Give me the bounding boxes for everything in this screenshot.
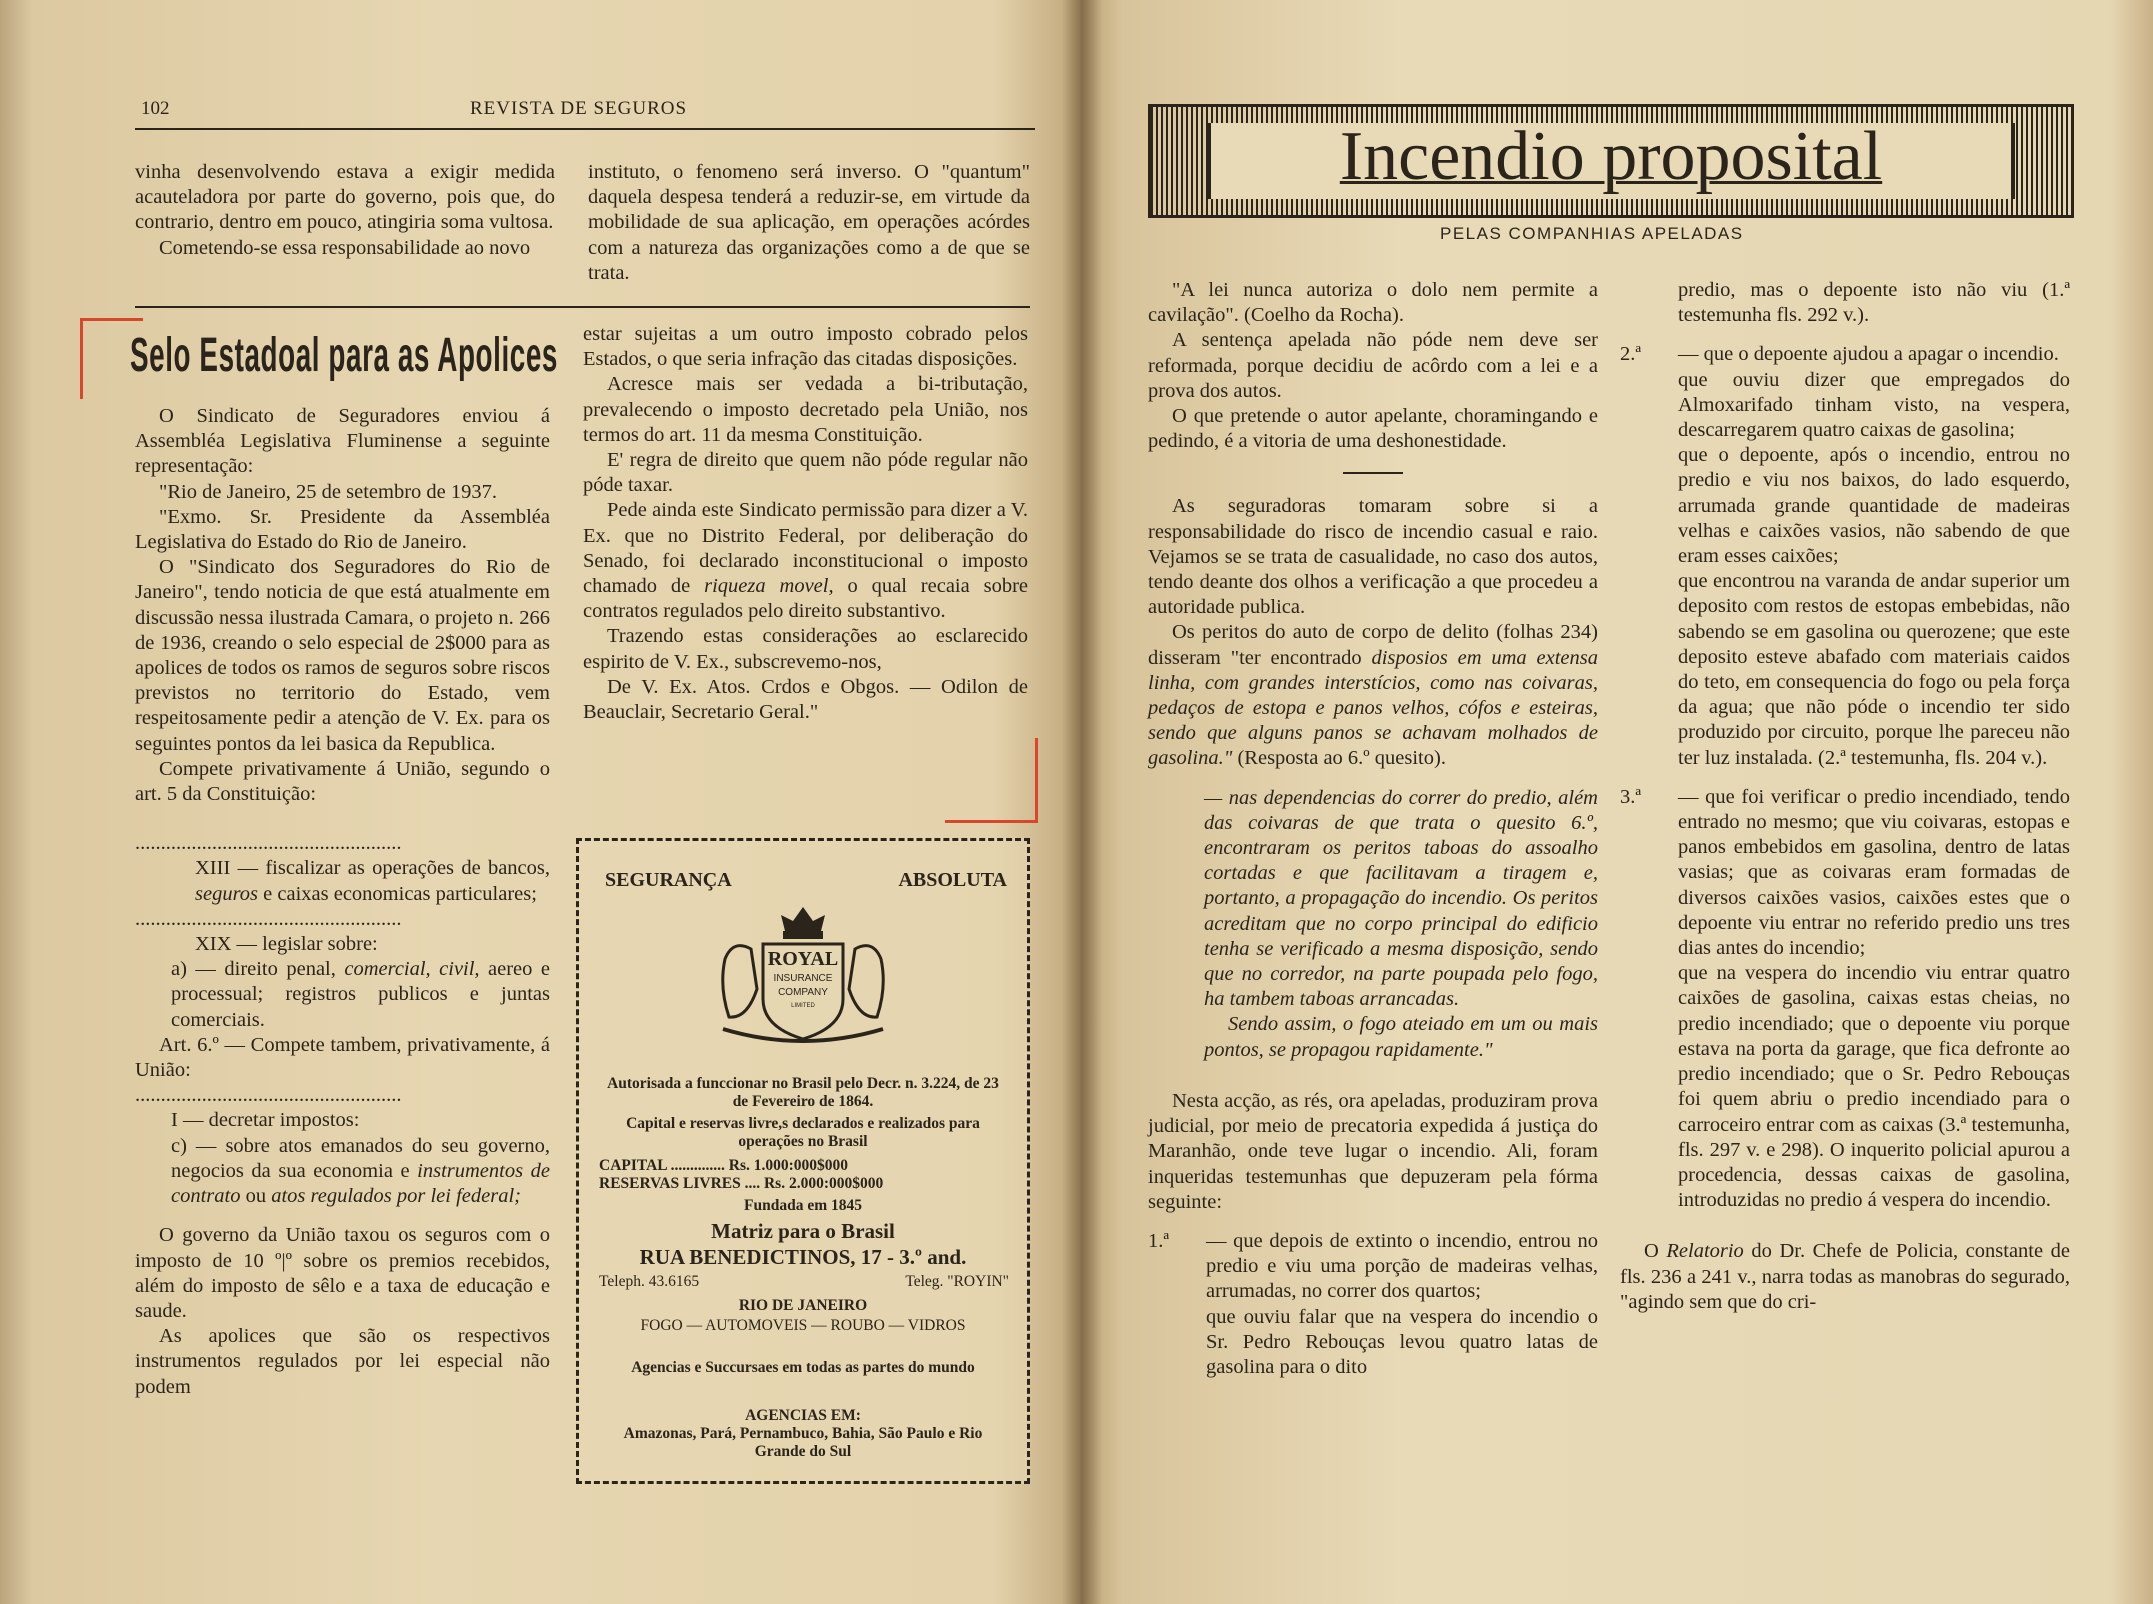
title-box	[1148, 104, 2074, 218]
c-text: c) — sobre atos emanados do seu governo, negocios da sua economia e	[171, 1134, 550, 1182]
paragraph	[1148, 620, 1598, 771]
ad-phone: Teleph. 43.6165	[599, 1273, 700, 1290]
ellipsis-line: ....................................................	[135, 832, 402, 855]
paragraph: que na vespera do incendio viu entrar quatro caixões de gasolina, caixas estas cheias, no predio incendiado; que o depoente viu porque estava na porta da garage, que fica defronte ao predio incendiado; que o Sr. Pedro Rebouças foi quem abriu o predio incendiado para o carroceiro entrar com as caixas (3.ª testemunha, fls. 297 v. e 298). O inquerito policial apurou a procedencia, dessas caixas de gasolina, introduzidas no predio á vespera do incendio.	[1678, 962, 2070, 1212]
testimony-2	[1620, 342, 2070, 367]
ad-address: RUA BENEDICTINOS, 17 - 3.º and.	[639, 1245, 967, 1269]
ad-lines-of-business: FOGO — AUTOMOVEIS — ROUBO — VIDROS	[640, 1317, 966, 1334]
running-title: REVISTA DE SEGUROS	[470, 98, 688, 119]
paragraph: De V. Ex. Atos. Crdos e Obgos. — Odilon de Beauclair, Secretario Geral."	[583, 675, 1028, 724]
paragraph: As seguradoras tomaram sobre si a responsabilidade do risco de incendio casual e raio. Vejamos se se trata de casualidade, no caso dos autos, tendo deante dos olhos a verificação a que procedeu a autoridade publica.	[1148, 495, 1598, 619]
paragraph: E' regra de direito que quem não póde regular não póde taxar.	[583, 449, 1028, 497]
paragraph: que o depoente, após o incendio, entrou no predio e viu nos baixos, do lado esquerdo, arrumada grande quantidade de madeiras velhas e caixões vasios, não sabendo de que eram esses caixões;	[1678, 444, 2070, 568]
ad-heading-right: ABSOLUTA	[898, 869, 1007, 891]
ad-capital: CAPITAL .............. Rs. 1.000:000$000	[599, 1157, 849, 1174]
paragraph	[583, 498, 1028, 624]
paragraph: A sentença apelada não póde nem deve ser reformada, porque decidiu de acôrdo com a lei e a prova dos autos.	[1148, 329, 1598, 402]
ad-line: Capital e reservas livre,s declarados e realizados para operações no Brasil	[626, 1115, 980, 1150]
paragraph: "A lei nunca autoriza o dolo nem permite a cavilação". (Coelho da Rocha).	[1148, 279, 1598, 327]
paragraph	[1620, 1239, 2070, 1315]
book-gutter	[1062, 0, 1102, 1604]
running-header	[135, 98, 1035, 130]
text: O	[1644, 1240, 1667, 1263]
paragraph: Compete privativamente á União, segundo o art. 5 da Constituição:	[135, 757, 550, 806]
paragraph: predio, mas o depoente isto não viu (1.ª testemunha fls. 292 v.).	[1678, 279, 2070, 327]
item-label: 2.ª	[1620, 343, 1642, 366]
right-page	[1080, 0, 2153, 1604]
crest-word: LIMITED	[791, 1003, 815, 1009]
paragraph: que encontrou na varanda de andar superior um deposito com restos de estopas embebidas, não sabendo se em gasolina ou querozene; que este deposito esteve abafado com materiais caidos do teto, em consequencia do fogo ou pela força da agua; que não póde o incendio ter sido produzido por circuito, porque lhe pareceu não ter luz instalada. (2.ª testemunha, fls. 204 v.).	[1678, 570, 2070, 769]
article-column-2	[583, 322, 1028, 725]
right-column-2	[1620, 278, 2070, 1315]
text: — que o depoente ajudou a apagar o incendio.	[1678, 343, 2059, 366]
paragraph: estar sujeitas a um outro imposto cobrado pelos Estados, o que seria infração das citadas disposições.	[583, 323, 1028, 371]
page-number: 102	[141, 98, 170, 119]
quote-paragraph: Sendo assim, o fogo ateiado em um ou mais pontos, se propagou rapidamente."	[1204, 1013, 1598, 1061]
ad-matriz: Matriz para o Brasil	[711, 1219, 895, 1243]
ad-reservas: RESERVAS LIVRES .... Rs. 2.000:000$000	[599, 1175, 884, 1192]
xiii-italic: seguros	[195, 882, 259, 905]
paragraph-xix: XIX — legislar sobre:	[195, 933, 378, 956]
italic-text: riqueza movel,	[704, 575, 834, 598]
xix-text: a) — direito penal,	[171, 958, 345, 981]
title-box-inner	[1207, 118, 2015, 199]
crest-word: ROYAL	[767, 948, 839, 970]
c-italic: atos regulados por lei federal;	[271, 1185, 521, 1208]
text: Os peritos do auto de corpo de delito (folhas 234) disseram "ter encontrado	[1148, 621, 1598, 669]
italic-text: Relatorio	[1666, 1240, 1744, 1263]
short-divider	[1343, 472, 1403, 474]
italic-text: disposios em uma extensa linha, com grandes interstícios, como nas coivaras, pedaços de estopa e panos velhos, cófos e esteiras, sendo que alguns panos se achavam molhados de gasolina."	[1148, 646, 1598, 770]
article-subtitle: PELAS COMPANHIAS APELADAS	[1440, 224, 1744, 243]
ellipsis-line: ....................................................	[135, 907, 402, 930]
ad-fundada: Fundada em 1845	[744, 1197, 862, 1214]
paragraph: O governo da União taxou os seguros com o imposto de 10 º|º sobre os premios recebidos, além do imposto de sêlo e a taxa de educação e saude.	[135, 1224, 550, 1322]
paragraph: Trazendo estas considerações ao esclarecido espirito de V. Ex., subscrevemo-nos,	[583, 625, 1028, 673]
item-label: 3.ª	[1620, 785, 1642, 808]
paragraph: vinha desenvolvendo estava a exigir medida acauteladora por parte do governo, pois que, do contrario, dentro em pouco, atingiria soma vultosa.	[135, 161, 555, 234]
article-headline: Selo Estadoal para as Apolices	[130, 329, 558, 382]
paragraph: instituto, o fenomeno será inverso. O "quantum" daquela despesa tenderá a reduzir-se, em virtude da mobilidade de sua aplicação, em operações acórdes com a natureza das organizações como a de que se trata.	[588, 161, 1030, 284]
paragraph: "Rio de Janeiro, 25 de setembro de 1937.	[159, 480, 497, 503]
paragraph: "Exmo. Sr. Presidente da Assembléa Legislativa do Estado do Rio de Janeiro.	[135, 505, 550, 554]
right-column-1	[1148, 278, 1598, 1380]
item-label: 1.ª	[1148, 1229, 1170, 1252]
ad-city: RIO DE JANEIRO	[738, 1297, 868, 1314]
top-column-1	[135, 160, 555, 261]
crest-word: COMPANY	[778, 987, 828, 998]
paragraph: Nesta acção, as rés, ora apeladas, produziram prova judicial, por meio de precatoria expedida á justiça do Maranhão, onde teve lugar o incendio. Ali, foram inqueridas testemunhas que depuzeram pela fórma seguinte:	[1148, 1089, 1598, 1213]
crest-word: INSURANCE	[773, 973, 833, 984]
ad-line: Autorisada a funccionar no Brasil pelo Decr. n. 3.224, de 23 de Fevereiro de 1864.	[607, 1075, 999, 1110]
ad-agencias-list: Amazonas, Pará, Pernambuco, Bahia, São Paulo e Rio Grande do Sul	[623, 1425, 983, 1460]
royal-crest-icon	[703, 899, 903, 1049]
c-italic: instrumentos de contrato	[171, 1159, 550, 1208]
xix-text: aereo e processual; registros publicos e juntas comerciais.	[171, 958, 550, 1031]
paragraph: que ouviu dizer que empregados do Almoxarifado tinham visto, na vespera, descarregarem quatro caixas de gasolina;	[1678, 368, 2070, 442]
ad-telegraph: Teleg. "ROYIN"	[905, 1273, 1009, 1290]
paragraph-i: I — decretar impostos:	[171, 1109, 360, 1132]
article-column-1	[135, 404, 550, 1400]
quote-paragraph: — nas dependencias do correr do predio, além das coivaras de que trata o quesito 6.º, encontraram os peritos taboas do assoalho cortadas e que facilitavam a tiragem e, portanto, a propagação do incendio. Os peritos acreditam que no corpo principal do edificio tenha se verificado a mesma disposição, sendo que no corredor, na parte poupada pelo fogo, ha tambem taboas arrancadas.	[1204, 786, 1598, 1011]
top-column-2	[588, 160, 1030, 286]
testimony-1-cont: que ouviu falar que na vespera do incendio o Sr. Pedro Rebouças levou quatro latas de gasolina para o dito	[1206, 1305, 1598, 1378]
ad-agencias-heading: AGENCIAS EM:	[745, 1407, 861, 1424]
royal-insurance-ad	[576, 838, 1030, 1484]
paragraph-xix-a	[135, 957, 550, 1033]
xiii-text: e caixas economicas particulares;	[258, 882, 537, 905]
text: (Resposta ao 6.º quesito).	[1232, 747, 1446, 770]
paragraph: O "Sindicato dos Seguradores do Rio de Janeiro", tendo noticia de que está atualmente em discussão nessa ilustrada Camara, o projeto n. 266 de 1936, creando o selo especial de 2$000 para as apolices de todos os ramos de seguros sobre riscos previstos no territorio do Estado, vem respeitosamente pedir a atenção de V. Ex. para os seguintes pontos da lei basica da Republica.	[135, 556, 550, 755]
text: — que depois de extinto o incendio, entrou no predio e viu uma porção de madeiras velhas, arrumadas, no correr dos quartos;	[1206, 1229, 1598, 1303]
article-title: Incendio proposital	[1339, 118, 1883, 195]
paragraph: As apolices que são os respectivos instrumentos regulados por lei especial não podem	[135, 1325, 550, 1398]
paragraph: O Sindicato de Seguradores enviou á Assembléa Legislativa Fluminense a seguinte representação:	[135, 405, 550, 478]
xiii-text: XIII — fiscalizar as operações de bancos,	[195, 857, 550, 880]
ad-line: Agencias e Succursaes em todas as partes do mundo	[631, 1359, 975, 1376]
text: o qual recaia sobre contratos regulados pelo direito substantivo.	[583, 575, 1029, 623]
paragraph-xiii	[135, 856, 550, 906]
text: do Dr. Chefe de Policia, constante de fls. 236 a 241 v., narra todas as manobras do segurado, "agindo sem que do cri-	[1620, 1240, 2070, 1313]
red-pencil-mark	[945, 738, 1038, 823]
testimony-3	[1620, 785, 2070, 961]
paragraph: Acresce mais ser vedada a bi-tributação, prevalecendo o imposto decretado pela União, nos termos do art. 11 da mesma Constituição.	[583, 373, 1028, 446]
paragraph-art6: Art. 6.º — Compete tambem, privativamente, á União:	[135, 1033, 550, 1082]
ad-heading-left: SEGURANÇA	[605, 869, 732, 891]
paragraph-c	[135, 1134, 550, 1210]
text: Pede ainda este Sindicato permissão para dizer a V. Ex. que no Distrito Federal, por deliberação do Senado, foi declarado inconstitucional o imposto chamado de	[583, 499, 1028, 598]
paragraph: Cometendo-se essa responsabilidade ao novo	[159, 236, 531, 259]
section-divider	[135, 306, 1030, 308]
ellipsis-line: ....................................................	[135, 1084, 402, 1107]
testimony-1	[1148, 1229, 1598, 1305]
paragraph: O que pretende o autor apelante, choramingando e pedindo, é a vitoria de uma deshonestidade.	[1148, 405, 1598, 453]
text: — que foi verificar o predio incendiado, tendo entrado no mesmo; que viu coivaras, estopas e panos embebidos em gasolina, dentro de latas vasias; que as coivaras eram formadas de diversos caixões vasios, caixões estes que o depoente viu entrar no referido predio uns tres dias antes do incendio;	[1678, 785, 2070, 960]
xix-italic: comercial, civil,	[344, 958, 480, 981]
c-text: ou	[240, 1185, 272, 1208]
